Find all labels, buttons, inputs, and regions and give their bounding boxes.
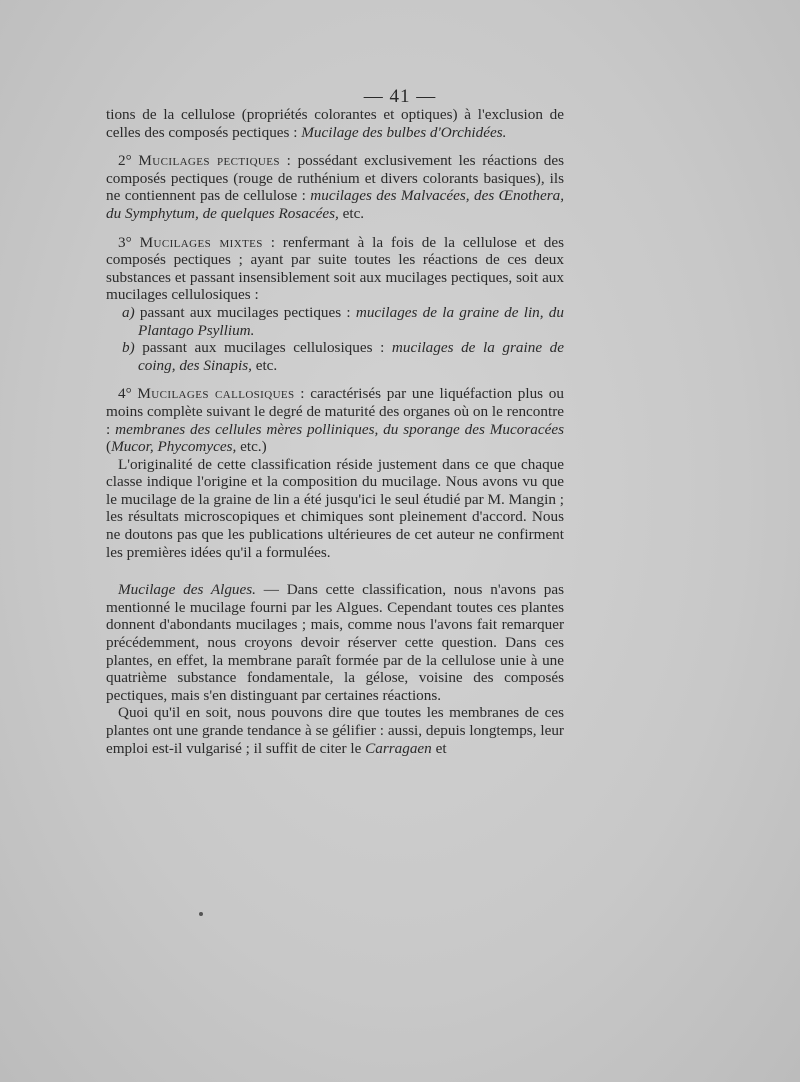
italic-run: Mucilage des bulbes d'Orchidées. [301,123,507,141]
text-run: : caractérisés par une liquéfaction plus ou moins complète suivant le degré de maturité des organes où on le rencontre : [106,385,564,438]
paragraph-algues [106,581,564,704]
italic-run: membranes des cellules mères polliniques, du sporange des Mucoracées [115,420,564,438]
item-heading: Mucilages mixtes [139,233,263,251]
paragraph-mucilages-callosiques [106,385,564,455]
subitem-label: b) [122,339,135,357]
paragraph-originalite: L'originalité de cette classification réside justement dans ce que chaque classe indique l'origine et la composition du mucilage. Nous avons vu que le mucilage de la graine de lin a été jusqu'ici le seul étudié par M. Mangin ; les résultats microscopiques et chimiques sont pleinement d'accord. Nous ne doutons pas que les publications ultérieures de cet auteur ne confirment les premières idées qu'il a formulées. [106,455,564,561]
text-run: etc.) [236,438,267,456]
item-number: 4° [118,385,132,403]
italic-run: mucilages des Malvacées, des Œnothera, du Symphytum, de quelques Rosacées, [106,187,564,222]
text-run: passant aux mucilages cellulosiques : [134,339,392,357]
paragraph-continuation [106,106,564,141]
body-text [106,106,564,757]
text-run: : renfermant à la fois de la cellulose et des composés pectiques ; ayant par suite toutes les réactions de ces deux substances et passant insensiblement soit aux mucilages pectiques, soit aux mucilages cellulosiques : [106,233,564,304]
italic-run: mucilages de la graine de coing, des Sinapis, [138,339,564,374]
italic-run: Carragaen [365,739,432,757]
text-run: ( [106,438,112,456]
item-number: 3° [118,233,132,251]
italic-run: Mucor, Phycomyces, [111,438,237,456]
item-number: 2° [118,152,132,170]
subitem-label: a) [122,303,135,321]
text-run: — Dans cette classification, nous n'avons pas mentionné le mucilage fourni par les Algues. Cependant toutes ces plantes donnent d'abondants mucilages ; mais, comme nous l'avons fait remarquer précédemment, nous croyons devoir réserver cette question. Dans ces plantes, en effet, la membrane paraît formée par de la cellulose unie à une quatrième substance fondamentale, la gélose, voisine des composés pectiques, mais s'en distinguant par certaines réactions. [106,581,564,704]
italic-run: Mucilage des Algues. [118,581,256,599]
text-run: tions de la cellulose (propriétés colorantes et optiques) à l'exclusion de celles des composés pectiques : [106,106,564,141]
item-heading: Mucilages callosiques [137,385,295,403]
paragraph-conclusion [106,704,564,757]
text-run: etc. [338,204,365,222]
paragraph-mucilages-mixtes [106,234,564,304]
subitem-b [122,339,564,374]
text-run: : possédant exclusivement les réactions des composés pectiques (rouge de ruthénium et divers colorants basiques), ils ne contiennent pas de cellulose : [106,152,565,205]
text-run: Quoi qu'il en soit, nous pouvons dire que toutes les membranes de ces plantes ont une grande tendance à se gélifier : aussi, depuis longtemps, leur emploi est-il vulgarisé ; il suffit de citer le [106,704,564,757]
text-run: et [431,739,447,757]
page-number: — 41 — [363,86,437,107]
item-heading: Mucilages pectiques [138,152,280,170]
paper-speck [199,912,203,916]
text-run: etc. [251,356,278,374]
italic-run: mucilages de la graine de lin, du Plantago Psyllium. [138,303,564,339]
subitem-a [122,304,564,339]
paragraph-mucilages-pectiques [106,152,564,222]
text-run: passant aux mucilages pectiques : [134,303,356,321]
